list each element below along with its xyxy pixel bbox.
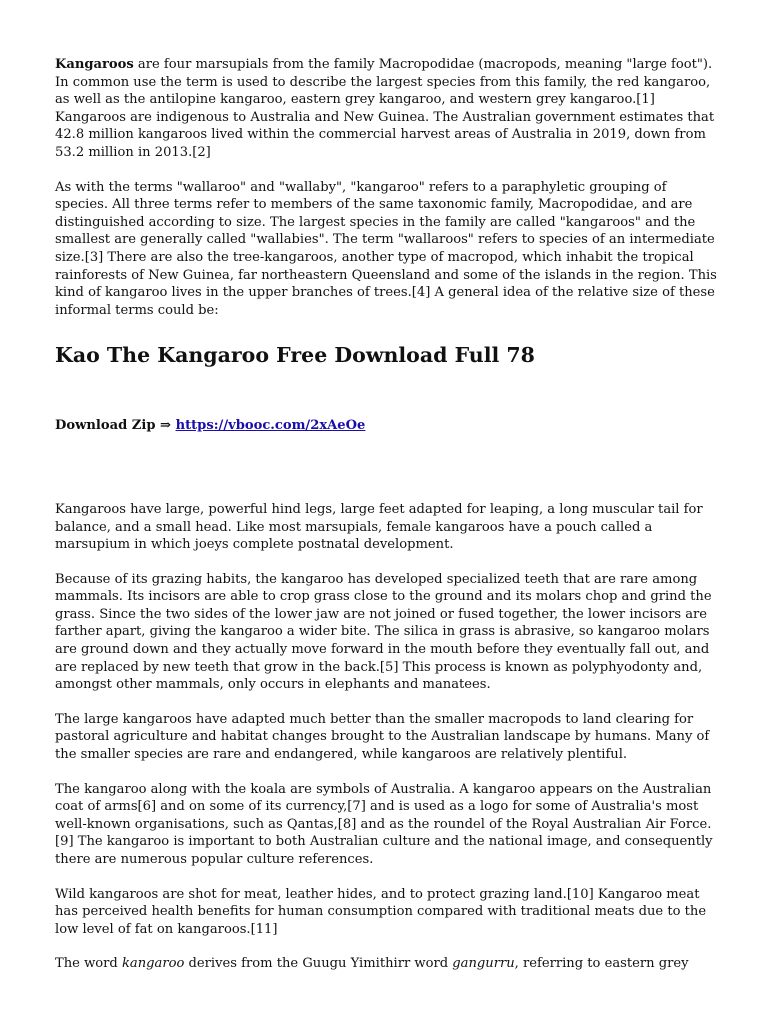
body-paragraph-5: Wild kangaroos are shot for meat, leather hides, and to protect grazing land.[10] Kangaroo meat has perceived health benefits for human consumption compared with traditional meats due to the low level of fat on kangaroos.[11] bbox=[55, 886, 707, 937]
spacer bbox=[55, 435, 717, 501]
etymology-text-end: , referring to eastern grey bbox=[514, 956, 689, 972]
etymology-text-start: The word bbox=[55, 956, 122, 972]
body-paragraph-1: Kangaroos have large, powerful hind legs, large feet adapted for leaping, a long muscular tail for balance, and a small head. Like most marsupials, female kangaroos have a pouch called a marsupium in which joeys complete postnatal development. bbox=[55, 501, 703, 553]
body-paragraph-4: The kangaroo along with the koala are symbols of Australia. A kangaroo appears on the Australian coat of arms[6] and on some of its currency,[7] and is used as a logo for some of Australia's most well-known organisations, such as Qantas,[8] and as the roundel of the Royal Australian Air Force.[9] The kangaroo is important to both Australian culture and the national image, and consequently there are numerous popular culture references. bbox=[55, 781, 713, 867]
download-link[interactable]: https://vbooc.com/2xAeOe bbox=[175, 418, 366, 434]
etymology-word-gangurru: gangurru bbox=[452, 956, 515, 972]
etymology-text-mid: derives from the Guugu Yimithirr word bbox=[184, 956, 453, 972]
body-paragraph-2: Because of its grazing habits, the kangaroo has developed specialized teeth that are rare among mammals. Its incisors are able to crop grass close to the ground and its molars chop and grind the grass. Since the two sides of the lower jaw are not joined or fused together, the lower incisors are farther apart, giving the kangaroo a wider bite. The silica in grass is abrasive, so kangaroo molars are ground down and they actually move forward in the mouth before they eventually fall out, and are replaced by new teeth that grow in the back.[5] This process is known as polyphyodonty and, amongst other mammals, only occurs in elephants and manatees. bbox=[55, 571, 712, 693]
etymology-word-kangaroo: kangaroo bbox=[121, 956, 185, 972]
document-page bbox=[55, 56, 717, 990]
download-label: Download Zip ⇒ bbox=[55, 418, 176, 434]
intro-paragraph-1 bbox=[55, 56, 717, 162]
lead-term: Kangaroos bbox=[55, 57, 134, 72]
download-line bbox=[55, 417, 717, 435]
intro-paragraph-2: As with the terms "wallaroo" and "wallaby", "kangaroo" refers to a paraphyletic grouping of species. All three terms refer to members of the same taxonomic family, Macropodidae, and are distinguished according to size. The largest species in the family are called "kangaroos" and the smallest are generally called "wallabies". The term "wallaroos" refers to species of an intermediate size.[3] There are also the tree-kangaroos, another type of macropod, which inhabit the tropical rainforests of New Guinea, far northeastern Queensland and some of the islands in the region. This kind of kangaroo lives in the upper branches of trees.[4] A general idea of the relative size of these informal terms could be: bbox=[55, 179, 717, 318]
intro-paragraph-1-text: are four marsupials from the family Macropodidae (macropods, meaning "large foot"). In common use the term is used to describe the largest species from this family, the red kangaroo, as well as the antilopine kangaroo, eastern grey kangaroo, and western grey kangaroo.[1] Kangaroos are indigenous to Australia and New Guinea. The Australian government estimates that 42.8 million kangaroos lived within the commercial harvest areas of Australia in 2019, down from 53.2 million in 2013.[2] bbox=[55, 57, 715, 160]
page-title: Kao The Kangaroo Free Download Full 78 bbox=[55, 343, 535, 368]
body-paragraph-3: The large kangaroos have adapted much better than the smaller macropods to land clearing for pastoral agriculture and habitat changes brought to the Australian landscape by humans. Many of the smaller species are rare and endangered, while kangaroos are relatively plentiful. bbox=[55, 711, 710, 763]
body-paragraph-6 bbox=[55, 955, 717, 973]
